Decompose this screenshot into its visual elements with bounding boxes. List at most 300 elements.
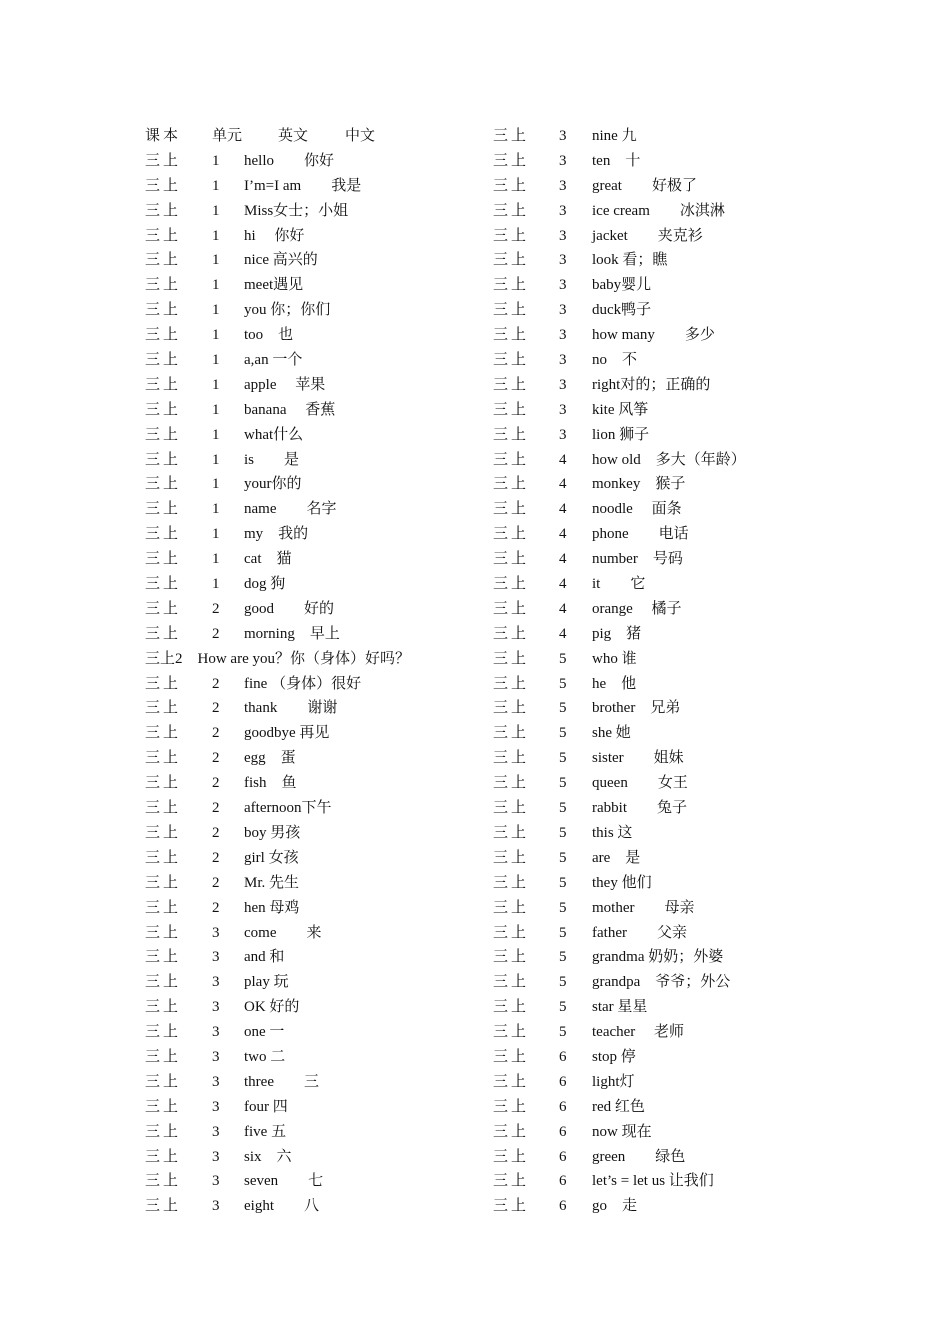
vocab-book: 三上	[493, 426, 530, 443]
vocab-row	[145, 597, 485, 622]
vocab-book: 三上	[493, 551, 530, 568]
vocab-row	[145, 1045, 485, 1070]
vocab-book: 三上	[145, 376, 182, 393]
vocab-book: 三上	[145, 874, 182, 891]
vocab-entry: Miss女士；小姐	[244, 202, 349, 219]
vocab-unit: 2	[212, 600, 220, 617]
vocab-unit: 5	[559, 999, 567, 1016]
vocab-entry: ten 十	[592, 152, 641, 169]
vocab-row	[493, 224, 813, 249]
vocab-unit: 5	[559, 675, 567, 692]
vocab-entry: baby婴儿	[592, 277, 652, 294]
vocab-unit: 2	[212, 625, 220, 642]
vocab-row	[145, 846, 485, 871]
vocab-book: 三上	[145, 899, 182, 916]
vocab-column-left	[145, 124, 485, 1219]
vocab-unit: 1	[212, 576, 220, 593]
vocab-row	[145, 945, 485, 970]
vocab-row	[145, 821, 485, 846]
vocab-row	[493, 696, 813, 721]
vocab-entry: one 一	[244, 1024, 285, 1041]
vocab-book: 三上	[493, 302, 530, 319]
vocab-row	[493, 1169, 813, 1194]
vocab-book: 三上	[493, 227, 530, 244]
vocab-unit: 4	[559, 551, 567, 568]
vocab-entry: four 四	[244, 1098, 288, 1115]
vocab-unit: 5	[559, 824, 567, 841]
vocab-entry: meet遇见	[244, 277, 304, 294]
vocab-book: 三上	[145, 824, 182, 841]
header-unit: 单元	[212, 128, 243, 144]
vocab-row	[493, 622, 813, 647]
table-header	[145, 124, 485, 149]
vocab-row	[145, 871, 485, 896]
vocab-row	[145, 1070, 485, 1095]
vocab-unit: 5	[559, 1024, 567, 1041]
vocab-book: 三上	[145, 1173, 182, 1190]
vocab-entry: go 走	[592, 1198, 638, 1215]
vocab-book: 三上	[493, 1148, 530, 1165]
vocab-unit: 3	[212, 1098, 220, 1115]
header-chinese: 中文	[345, 128, 376, 144]
vocab-entry: six 六	[244, 1148, 292, 1165]
vocab-entry: lion 狮子	[592, 426, 650, 443]
vocab-book: 三上	[493, 625, 530, 642]
vocab-entry: apple 苹果	[244, 376, 326, 393]
vocab-row	[493, 896, 813, 921]
vocab-unit: 1	[212, 277, 220, 294]
vocab-row	[493, 1020, 813, 1045]
vocab-book: 三上	[145, 252, 182, 269]
vocab-entry: it 它	[592, 576, 646, 593]
vocab-row	[493, 497, 813, 522]
vocab-entry: rabbit 兔子	[592, 800, 687, 817]
vocab-unit: 3	[559, 227, 567, 244]
vocab-book: 三上	[493, 277, 530, 294]
vocab-entry: phone 电话	[592, 526, 689, 543]
vocab-book: 三上	[493, 999, 530, 1016]
vocab-unit: 3	[559, 277, 567, 294]
vocab-entry: no 不	[592, 352, 638, 369]
vocab-book: 三上	[145, 1148, 182, 1165]
vocab-book: 三上	[493, 899, 530, 916]
vocab-unit: 3	[212, 1024, 220, 1041]
vocab-book: 三上	[493, 202, 530, 219]
vocab-row	[145, 547, 485, 572]
vocab-entry: name 名字	[244, 501, 337, 518]
vocab-unit: 2	[212, 824, 220, 841]
vocab-unit: 3	[212, 1073, 220, 1090]
vocab-unit: 2	[212, 899, 220, 916]
vocab-entry: is 是	[244, 451, 300, 468]
vocab-entry: your你的	[244, 476, 302, 493]
vocab-unit: 6	[559, 1073, 567, 1090]
vocab-book: 三上	[145, 327, 182, 344]
vocab-entry: stop 停	[592, 1048, 636, 1065]
vocab-entry: green 绿色	[592, 1148, 686, 1165]
vocab-row	[493, 522, 813, 547]
header-english: 英文	[278, 128, 309, 144]
vocab-book: 三上	[145, 700, 182, 717]
vocab-entry: boy 男孩	[244, 824, 301, 841]
vocab-book: 三上	[493, 152, 530, 169]
vocab-unit: 4	[559, 600, 567, 617]
vocab-entry: five 五	[244, 1123, 287, 1140]
vocab-entry: morning 早上	[244, 625, 340, 642]
vocab-book: 三上	[145, 600, 182, 617]
vocab-book: 三上	[145, 999, 182, 1016]
vocab-entry: hen 母鸡	[244, 899, 300, 916]
vocab-book: 三上	[493, 675, 530, 692]
vocab-row	[145, 1194, 485, 1219]
vocab-entry: father 父亲	[592, 924, 687, 941]
vocab-unit: 6	[559, 1198, 567, 1215]
vocab-row	[493, 298, 813, 323]
vocab-unit: 5	[559, 800, 567, 817]
vocab-row	[493, 871, 813, 896]
vocab-row	[493, 323, 813, 348]
vocab-entry: brother 兄弟	[592, 700, 681, 717]
vocab-unit: 2	[212, 725, 220, 742]
vocab-entry: star 星星	[592, 999, 648, 1016]
vocab-entry: grandma 奶奶；外婆	[592, 949, 724, 966]
vocab-row	[145, 298, 485, 323]
vocab-entry: light灯	[592, 1073, 635, 1090]
vocab-book: 三上	[493, 775, 530, 792]
vocab-row	[145, 1020, 485, 1045]
vocab-book: 三上	[145, 849, 182, 866]
vocab-unit: 3	[559, 352, 567, 369]
vocab-entry: and 和	[244, 949, 285, 966]
vocab-unit: 3	[559, 376, 567, 393]
vocab-unit: 5	[559, 974, 567, 991]
vocab-unit: 6	[559, 1148, 567, 1165]
vocab-book: 三上	[493, 974, 530, 991]
vocab-book: 三上	[145, 426, 182, 443]
vocab-unit: 4	[559, 526, 567, 543]
vocab-entry: hi 你好	[244, 227, 305, 244]
vocab-row	[493, 547, 813, 572]
vocab-entry: fish 鱼	[244, 775, 297, 792]
vocab-entry: what什么	[244, 426, 304, 443]
vocab-entry: how many 多少	[592, 327, 715, 344]
vocab-unit: 1	[212, 551, 220, 568]
vocab-entry: ice cream 冰淇淋	[592, 202, 725, 219]
vocab-entry: nice 高兴的	[244, 252, 318, 269]
vocab-row	[493, 448, 813, 473]
vocab-book: 三上	[145, 675, 182, 692]
vocab-row	[145, 348, 485, 373]
vocab-row	[493, 398, 813, 423]
vocab-book: 三上	[493, 327, 530, 344]
vocab-row	[493, 746, 813, 771]
vocab-book: 三上	[145, 974, 182, 991]
vocab-unit: 5	[559, 924, 567, 941]
vocab-book: 三上	[493, 451, 530, 468]
vocab-row	[145, 323, 485, 348]
vocab-entry: you 你；你们	[244, 302, 331, 319]
vocab-entry: duck鸭子	[592, 302, 652, 319]
vocab-unit: 5	[559, 849, 567, 866]
vocab-book: 三上	[145, 202, 182, 219]
vocab-unit: 5	[559, 874, 567, 891]
vocab-book: 三上	[493, 526, 530, 543]
vocab-unit: 3	[559, 401, 567, 418]
vocab-unit: 3	[559, 152, 567, 169]
vocab-row	[145, 423, 485, 448]
vocab-entry: number 号码	[592, 551, 683, 568]
vocab-entry: play 玩	[244, 974, 289, 991]
vocab-row	[493, 597, 813, 622]
vocab-entry: she 她	[592, 725, 631, 742]
vocab-row	[145, 224, 485, 249]
vocab-unit: 1	[212, 152, 220, 169]
vocab-entry: teacher 老师	[592, 1024, 685, 1041]
vocab-book: 三上	[145, 501, 182, 518]
vocab-row	[145, 1169, 485, 1194]
vocab-row	[493, 572, 813, 597]
vocab-book: 三上	[493, 1024, 530, 1041]
vocab-row	[493, 1120, 813, 1145]
vocab-row	[145, 1120, 485, 1145]
vocab-unit: 1	[212, 202, 220, 219]
vocab-unit: 3	[559, 128, 567, 144]
vocab-entry: come 来	[244, 924, 322, 941]
vocab-unit: 3	[212, 1048, 220, 1065]
vocab-book: 三上	[493, 1098, 530, 1115]
vocab-entry: thank 谢谢	[244, 700, 338, 717]
vocab-row	[145, 248, 485, 273]
vocab-row	[493, 846, 813, 871]
vocab-entry: goodbye 再见	[244, 725, 330, 742]
vocab-row	[493, 199, 813, 224]
vocab-book: 三上	[493, 600, 530, 617]
vocab-book: 三上	[145, 1073, 182, 1090]
vocab-entry: queen 女王	[592, 775, 688, 792]
vocab-entry: two 二	[244, 1048, 286, 1065]
vocab-unit: 3	[559, 327, 567, 344]
vocab-book: 三上	[145, 924, 182, 941]
vocab-row	[145, 696, 485, 721]
vocab-unit: 2	[212, 874, 220, 891]
vocab-book: 三上	[493, 401, 530, 418]
vocab-book: 三上	[145, 227, 182, 244]
vocab-row	[493, 248, 813, 273]
vocab-entry: my 我的	[244, 526, 309, 543]
vocab-row	[493, 149, 813, 174]
vocab-book: 三上	[493, 576, 530, 593]
vocab-unit: 2	[212, 675, 220, 692]
vocab-entry: orange 橘子	[592, 600, 682, 617]
vocab-unit: 3	[212, 1198, 220, 1215]
vocab-entry: red 红色	[592, 1098, 645, 1115]
vocab-row	[145, 497, 485, 522]
vocab-unit: 1	[212, 252, 220, 269]
vocab-entry: cat 猫	[244, 551, 292, 568]
vocab-unit: 5	[559, 775, 567, 792]
vocab-unit: 3	[559, 177, 567, 194]
vocab-unit: 6	[559, 1048, 567, 1065]
vocab-book: 三上	[145, 1098, 182, 1115]
vocab-book: 三上	[493, 252, 530, 269]
vocab-row	[493, 672, 813, 697]
vocab-entry: grandpa 爷爷；外公	[592, 974, 731, 991]
vocab-unit: 2	[212, 775, 220, 792]
vocab-row	[145, 522, 485, 547]
vocab-entry: how old 多大（年龄）	[592, 451, 746, 468]
vocab-entry: good 好的	[244, 600, 335, 617]
vocab-book: 三上	[145, 302, 182, 319]
vocab-book: 三上	[145, 576, 182, 593]
vocab-row	[493, 970, 813, 995]
vocab-book: 三上	[493, 750, 530, 767]
vocab-book: 三上	[145, 1048, 182, 1065]
vocab-entry: pig 猪	[592, 625, 642, 642]
vocab-row	[145, 921, 485, 946]
vocab-row	[145, 448, 485, 473]
vocab-row	[145, 672, 485, 697]
vocab-entry: 三上2 How are you？你（身体）好吗？	[145, 650, 410, 667]
vocab-entry: look 看；瞧	[592, 252, 668, 269]
vocab-unit: 1	[212, 352, 220, 369]
vocab-row	[145, 174, 485, 199]
vocab-unit: 5	[559, 725, 567, 742]
vocab-unit: 1	[212, 526, 220, 543]
vocab-unit: 1	[212, 177, 220, 194]
vocab-entry: now 现在	[592, 1123, 652, 1140]
vocab-unit: 3	[212, 1173, 220, 1190]
vocab-book: 三上	[493, 476, 530, 493]
vocab-entry: this 这	[592, 824, 633, 841]
vocab-row	[493, 1145, 813, 1170]
vocab-row	[493, 1045, 813, 1070]
vocab-row	[145, 796, 485, 821]
vocab-book: 三上	[145, 352, 182, 369]
vocab-row	[493, 124, 813, 149]
vocab-entry: he 他	[592, 675, 637, 692]
vocab-row	[493, 921, 813, 946]
vocab-row	[145, 970, 485, 995]
vocab-unit: 1	[212, 476, 220, 493]
vocab-unit: 1	[212, 451, 220, 468]
vocab-row	[493, 771, 813, 796]
vocab-unit: 6	[559, 1123, 567, 1140]
vocab-unit: 2	[212, 849, 220, 866]
vocab-unit: 1	[212, 376, 220, 393]
vocab-entry: let’s = let us 让我们	[592, 1173, 714, 1190]
vocab-unit: 1	[212, 302, 220, 319]
vocab-unit: 5	[559, 700, 567, 717]
vocab-book: 三上	[493, 1198, 530, 1215]
vocab-entry: dog 狗	[244, 576, 286, 593]
vocab-entry: banana 香蕉	[244, 401, 336, 418]
vocab-entry: OK 好的	[244, 999, 300, 1016]
vocab-entry: great 好极了	[592, 177, 697, 194]
vocab-row	[493, 1194, 813, 1219]
vocab-book: 三上	[493, 1073, 530, 1090]
vocab-entry: girl 女孩	[244, 849, 299, 866]
vocab-unit: 1	[212, 227, 220, 244]
vocab-book: 三上	[145, 401, 182, 418]
vocab-unit: 3	[212, 1123, 220, 1140]
vocab-entry: mother 母亲	[592, 899, 695, 916]
vocab-book: 三上	[493, 700, 530, 717]
vocab-row	[493, 721, 813, 746]
vocab-row	[493, 423, 813, 448]
vocab-book: 三上	[145, 177, 182, 194]
vocab-unit: 4	[559, 501, 567, 518]
vocab-row	[493, 472, 813, 497]
vocab-unit: 1	[212, 327, 220, 344]
vocab-entry: who 谁	[592, 650, 637, 667]
vocab-book: 三上	[145, 725, 182, 742]
vocab-row	[145, 622, 485, 647]
vocab-unit: 5	[559, 899, 567, 916]
vocab-book: 三上	[493, 949, 530, 966]
vocab-row	[145, 273, 485, 298]
vocab-entry: kite 风筝	[592, 401, 649, 418]
vocab-book: 三上	[145, 476, 182, 493]
vocab-entry: a,an 一个	[244, 352, 303, 369]
vocab-row	[493, 273, 813, 298]
vocab-book: 三上	[493, 1048, 530, 1065]
vocab-book: 三上	[145, 775, 182, 792]
vocab-book: 三上	[493, 376, 530, 393]
vocab-row	[145, 572, 485, 597]
vocab-column-right	[493, 124, 813, 1219]
vocab-book: 三上	[145, 1024, 182, 1041]
vocab-row	[145, 721, 485, 746]
vocab-row	[145, 1145, 485, 1170]
vocab-row	[145, 771, 485, 796]
vocab-row	[493, 821, 813, 846]
vocab-book: 三上	[145, 800, 182, 817]
vocab-unit: 3	[212, 999, 220, 1016]
vocab-row	[145, 746, 485, 771]
vocab-entry: are 是	[592, 849, 641, 866]
vocab-entry: I’m=I am 我是	[244, 177, 362, 194]
vocab-row	[493, 373, 813, 398]
vocab-entry: monkey 猴子	[592, 476, 686, 493]
vocab-book: 三上	[493, 352, 530, 369]
vocab-book: 三上	[493, 874, 530, 891]
vocab-unit: 3	[559, 252, 567, 269]
vocab-unit: 4	[559, 451, 567, 468]
vocab-unit: 6	[559, 1173, 567, 1190]
vocab-book: 三上	[145, 625, 182, 642]
vocab-entry: three 三	[244, 1073, 319, 1090]
vocab-unit: 4	[559, 476, 567, 493]
vocab-book: 三上	[493, 849, 530, 866]
vocab-row	[145, 896, 485, 921]
vocab-book: 三上	[493, 924, 530, 941]
vocab-row	[145, 149, 485, 174]
vocab-row	[145, 472, 485, 497]
vocab-book: 三上	[493, 1123, 530, 1140]
vocab-row	[493, 174, 813, 199]
vocab-row	[145, 1095, 485, 1120]
vocab-entry: hello 你好	[244, 152, 334, 169]
vocab-row	[493, 1070, 813, 1095]
vocab-book: 三上	[145, 750, 182, 767]
vocab-book: 三上	[145, 551, 182, 568]
vocab-entry: sister 姐妹	[592, 750, 684, 767]
vocab-unit: 5	[559, 949, 567, 966]
vocab-row	[145, 995, 485, 1020]
vocab-unit: 3	[559, 426, 567, 443]
vocab-row	[145, 199, 485, 224]
vocab-unit: 3	[212, 949, 220, 966]
